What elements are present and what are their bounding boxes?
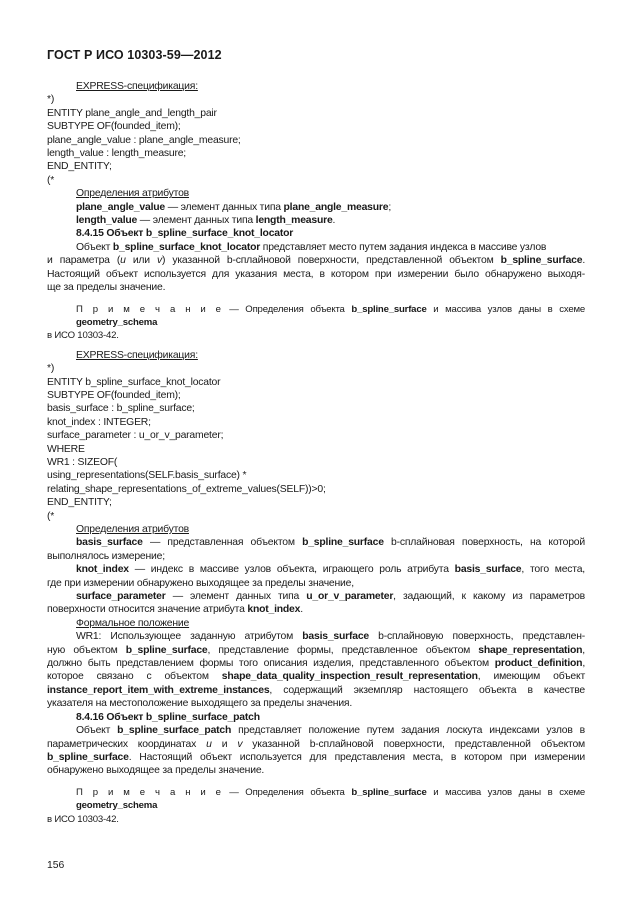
paragraph-line: ще за пределы значение. — [47, 282, 166, 294]
code-line: ENTITY plane_angle_and_length_pair — [47, 107, 217, 119]
code-line: SUBTYPE OF(founded_item); — [47, 389, 181, 401]
attribute-definition: plane_angle_value — элемент данных типа plane_angle_measure; — [76, 201, 391, 213]
attribute-definitions-label: Определения атрибутов — [76, 188, 189, 200]
code-line: using_representations(SELF.basis_surface) * — [47, 470, 247, 482]
page-header: ГОСТ Р ИСО 10303-59—2012 — [47, 48, 222, 62]
code-line: END_ENTITY; — [47, 161, 112, 173]
code-line: (* — [47, 174, 55, 186]
attribute-definition: basis_surface — представленная объектом b_spline_surface b-сплайновая поверхность, на которой — [76, 537, 585, 549]
paragraph-line: Настоящий объект используется для указания места, в котором при измерении было обнаружено выходя- — [47, 268, 585, 280]
note-line: в ИСО 10303-42. — [47, 330, 119, 342]
attribute-definition: length_value — элемент данных типа length_measure. — [76, 215, 336, 227]
note-line: в ИСО 10303-42. — [47, 813, 119, 825]
code-line: knot_index : INTEGER; — [47, 416, 151, 428]
paragraph-line: параметрических координатах u и v указанной b-сплайновой поверхности, представленной объектом — [47, 738, 586, 750]
paragraph-line: должно быть представлением формы того описания изделия, представленного объектом product_definition, — [47, 658, 585, 670]
section-heading: 8.4.16 Объект b_spline_surface_patch — [76, 711, 260, 723]
paragraph-line: и параметра (u или v) указанной b-сплайновой поверхности, представленной объектом b_spline_surface. — [47, 255, 585, 267]
express-spec-label: EXPRESS-спецификация: — [76, 349, 198, 361]
code-line: WHERE — [47, 443, 85, 455]
code-line: surface_parameter : u_or_v_parameter; — [47, 430, 224, 442]
code-line: plane_angle_value : plane_angle_measure; — [47, 134, 241, 146]
code-line: (* — [47, 510, 55, 522]
code-line: ENTITY b_spline_surface_knot_locator — [47, 376, 221, 388]
code-line: *) — [47, 363, 55, 375]
paragraph-line: которое связано с объектом shape_data_quality_inspection_result_representation, имеющим объект — [47, 671, 585, 683]
paragraph-line: указателя на местоположение выходящего за пределы значения. — [47, 698, 353, 710]
paragraph-line: ную объектом b_spline_surface, представление формы, представленное объектом shape_representation, — [47, 644, 585, 656]
code-line: END_ENTITY; — [47, 497, 112, 509]
attribute-definition: surface_parameter — элемент данных типа u_or_v_parameter, задающий, к какому из параметров — [76, 591, 586, 603]
paragraph-line: обнаружено выходящее за пределы значение. — [47, 765, 265, 777]
code-line: relating_shape_representations_of_extreme_values(SELF))>0; — [47, 483, 326, 495]
paragraph-line: WR1: Использующее заданную атрибутом basis_surface b-сплайновую поверхность, представлен- — [76, 631, 585, 643]
code-line: WR1 : SIZEOF( — [47, 456, 118, 468]
formal-proposition-label: Формальное положение — [76, 617, 190, 629]
paragraph-line: instance_report_item_with_extreme_instances, содержащий экземпляр настоящего объекта в качестве — [47, 684, 585, 696]
paragraph-line: Объект b_spline_surface_knot_locator представляет место путем задания индекса в массиве узлов — [76, 241, 547, 253]
code-line: *) — [47, 94, 55, 106]
attribute-definitions-label: Определения атрибутов — [76, 524, 189, 535]
note: П р и м е ч а н и е — Определения объекта b_spline_surface и массива узлов даны в схеме geometry_schema — [76, 786, 585, 812]
note: П р и м е ч а н и е — Определения объекта b_spline_surface и массива узлов даны в схеме geometry_schema — [76, 303, 585, 328]
attribute-definition-line: где при измерении обнаружено выходящее за пределы значение, — [47, 577, 354, 589]
section-heading: 8.4.15 Объект b_spline_surface_knot_locator — [76, 228, 294, 240]
code-line: SUBTYPE OF(founded_item); — [47, 121, 181, 133]
attribute-definition: knot_index — индекс в массиве узлов объекта, играющего роль атрибута basis_surface, того места, — [76, 564, 585, 576]
paragraph-line: Объект b_spline_surface_patch представляет положение путем задания лоскута индексами узлов в — [76, 725, 585, 737]
attribute-definition-line: поверхности относится значение атрибута knot_index. — [47, 604, 303, 616]
attribute-definition-line: выполнялось измерение; — [47, 550, 165, 562]
page-content — [47, 80, 585, 826]
paragraph-line: b_spline_surface. Настоящий объект используется для представления места, в котором при измерении — [47, 751, 585, 763]
code-line: length_value : length_measure; — [47, 148, 186, 160]
code-line: basis_surface : b_spline_surface; — [47, 403, 195, 415]
page-number: 156 — [47, 860, 65, 871]
express-spec-label: EXPRESS-спецификация: — [76, 81, 198, 92]
